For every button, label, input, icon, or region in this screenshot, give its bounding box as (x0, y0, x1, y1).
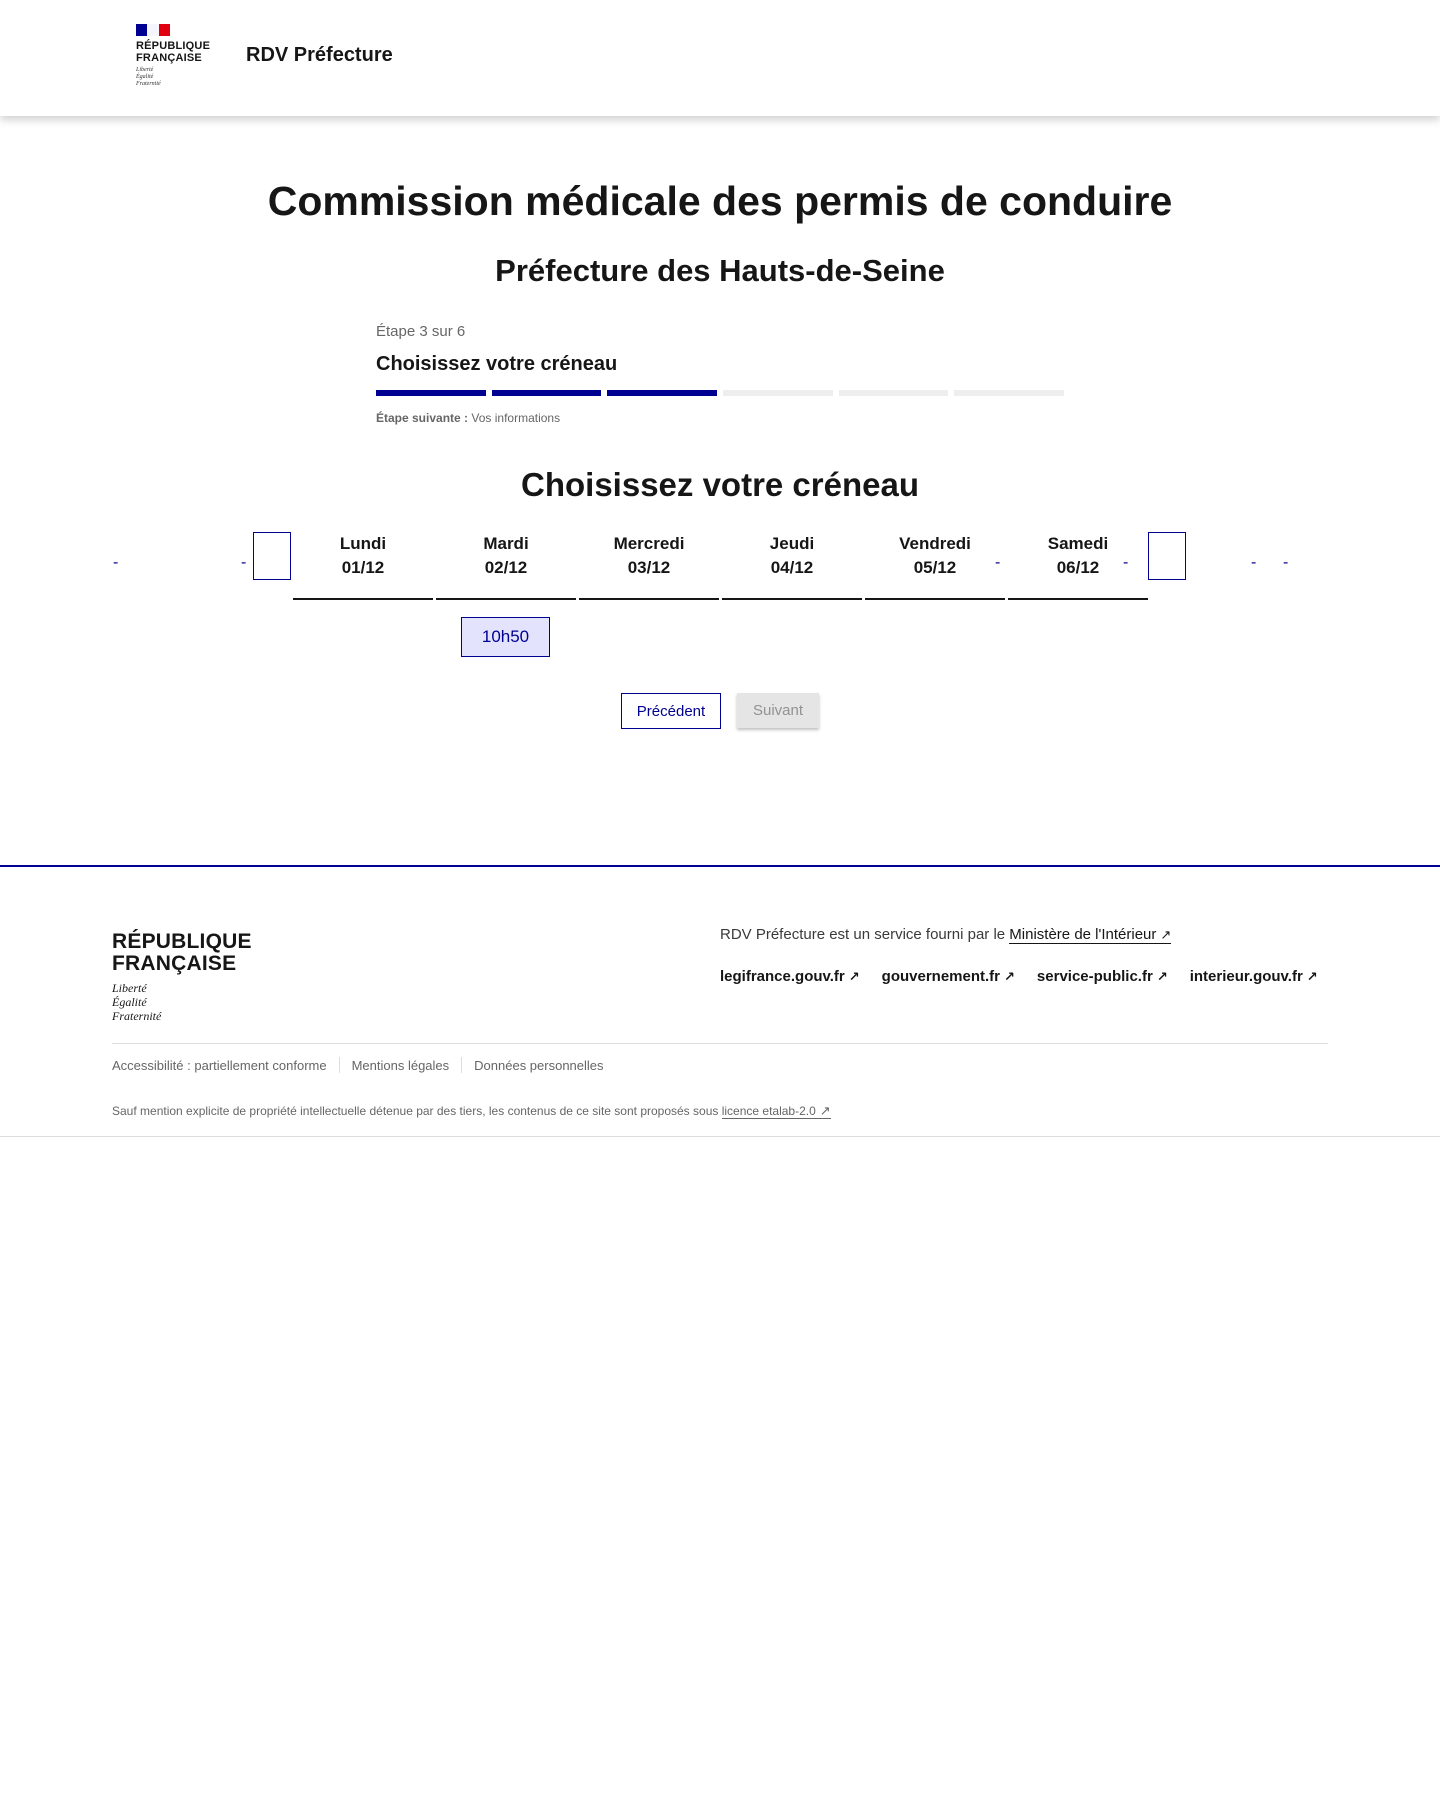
step-title: Choisissez votre créneau (376, 353, 618, 375)
footer-republique-francaise-logo[interactable] (112, 905, 272, 1023)
logo-text: RÉPUBLIQUE FRANÇAISE (136, 40, 211, 64)
step-state: Étape 3 sur 6 (376, 323, 466, 340)
external-link-icon: ↗ (1156, 969, 1168, 984)
day-underline (1008, 598, 1148, 600)
step-bar-pending (954, 390, 1064, 396)
day-column: Jeudi 04/12 (722, 532, 862, 580)
footer-separator (339, 1057, 340, 1073)
page-title: Commission médicale des permis de conduire (267, 178, 1173, 224)
ministere-interieur-link[interactable]: Ministère de l'Intérieur ↗ (1009, 926, 1172, 943)
marianne-flag-icon (112, 905, 168, 925)
footer-link-legifrance[interactable]: legifrance.gouv.fr ↗ (720, 968, 860, 985)
previous-button[interactable]: Précédent (621, 693, 721, 729)
step-bar-completed (607, 390, 717, 396)
external-link-icon: ↗ (1004, 969, 1015, 984)
footer-bottom-links (112, 1057, 604, 1073)
footer-link-interieur[interactable]: interieur.gouv.fr ↗ (1189, 968, 1318, 985)
site-title[interactable]: RDV Préfecture (246, 44, 393, 66)
previous-week-button[interactable] (253, 532, 291, 580)
footer-bottom-border (0, 1136, 1440, 1137)
day-column: Mardi 02/12 (436, 532, 576, 580)
time-slot-button[interactable]: 10h50 (461, 617, 550, 657)
footer-legal-link[interactable]: Mentions légales (351, 1057, 450, 1073)
footer-logo-motto: Liberté Égalité Fraternité (112, 981, 162, 1023)
footer-divider (112, 1043, 1328, 1044)
day-underline (865, 598, 1005, 600)
stepper (376, 323, 1064, 425)
page-subtitle: Préfecture des Hauts-de-Seine (495, 253, 945, 288)
marianne-flag-icon (136, 24, 170, 36)
day-underline (436, 598, 576, 600)
section-title: Choisissez votre créneau (521, 466, 919, 503)
external-link-icon: ↗ (819, 1103, 831, 1118)
nav-dash-right: - (1251, 554, 1257, 571)
footer-top-border (0, 865, 1440, 867)
day-column: Lundi 01/12 (293, 532, 433, 580)
footer-license: Sauf mention explicite de propriété intellectuelle détenue par des tiers, les contenus de ce site sont proposés sous licence etalab-2.0 ↗ (112, 1103, 831, 1118)
step-bar-completed (376, 390, 486, 396)
nav-dash-right-far: - (1283, 554, 1289, 571)
step-next: Étape suivante : Vos informations (376, 411, 561, 425)
nav-dash-left-far: - (113, 554, 119, 571)
next-button-disabled: Suivant (737, 693, 819, 728)
footer-link-service-public[interactable]: service-public.fr ↗ (1036, 968, 1168, 985)
next-week-button[interactable] (1148, 532, 1186, 580)
external-link-icon: ↗ (848, 969, 860, 984)
footer-content-links (720, 968, 1318, 985)
nav-dash-left: - (241, 554, 247, 571)
day-column: Vendredi 05/12 (865, 532, 1005, 580)
license-link[interactable]: licence etalab-2.0 ↗ (721, 1103, 831, 1118)
step-bar-completed (492, 390, 602, 396)
day-underline (579, 598, 719, 600)
footer-separator (461, 1057, 462, 1073)
footer-accessibility-link[interactable]: Accessibilité : partiellement conforme (112, 1057, 327, 1073)
footer-link-gouvernement[interactable]: gouvernement.fr ↗ (881, 968, 1015, 985)
external-link-icon: ↗ (1306, 969, 1318, 984)
day-underline (722, 598, 862, 600)
footer-logo-text: RÉPUBLIQUE FRANÇAISE (112, 930, 252, 975)
header (0, 0, 1440, 116)
step-bar-pending (723, 390, 833, 396)
footer-description: RDV Préfecture est un service fourni par le Ministère de l'Intérieur ↗ (720, 926, 1172, 943)
day-column: Samedi 06/12 (1008, 532, 1148, 580)
step-bar-pending (839, 390, 949, 396)
step-progress (376, 390, 1064, 396)
external-link-icon: ↗ (1160, 927, 1172, 942)
day-column: Mercredi 03/12 (579, 532, 719, 580)
footer-privacy-link[interactable]: Données personnelles (474, 1057, 604, 1073)
day-underline (293, 598, 433, 600)
nav-dash: - (1123, 554, 1129, 571)
logo-motto: Liberté Égalité Fraternité (136, 67, 161, 87)
republique-francaise-logo[interactable] (136, 24, 216, 88)
nav-dash: - (995, 554, 1001, 571)
